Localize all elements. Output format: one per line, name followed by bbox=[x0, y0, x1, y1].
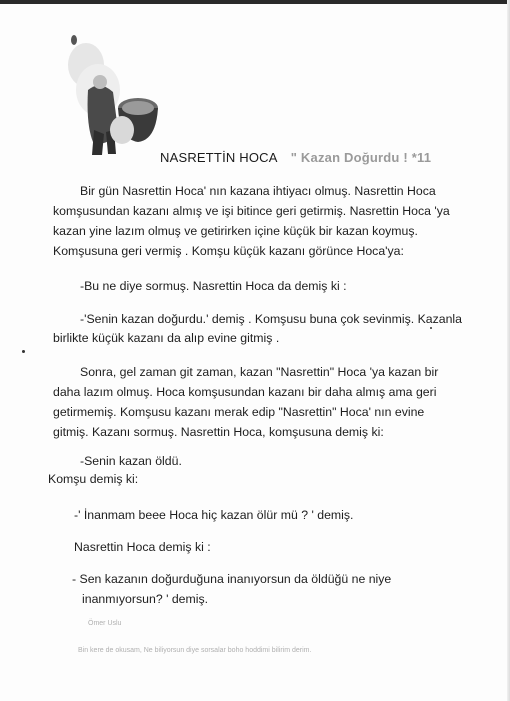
footer-note: Bin kere de okusam, Ne biliyorsun diye sorsalar boho hoddimi bilirim derim. bbox=[78, 647, 312, 654]
paragraph-8-line-2: inanmıyorsun? ' demiş. bbox=[82, 592, 209, 606]
scan-speck bbox=[22, 350, 25, 353]
paragraph-8-line-1: - Sen kazanın doğurduğuna inanıyorsun da öldüğü ne niye bbox=[72, 572, 392, 586]
paragraph-5-line-1: -Senin kazan öldü. bbox=[80, 454, 182, 468]
paragraph-7-line-1: Nasrettin Hoca demiş ki : bbox=[74, 540, 211, 554]
paragraph-5-line-2: Komşu demiş ki: bbox=[48, 472, 139, 486]
paragraph-6-line-1: -' İnanmam beee Hoca hiç kazan ölür mü ? ' demiş. bbox=[74, 508, 354, 522]
nasreddin-hoca-illustration bbox=[58, 30, 168, 165]
story-title bbox=[160, 150, 500, 165]
story-title-main: NASRETTİN HOCA bbox=[160, 150, 277, 165]
paragraph-2-line-1: -Bu ne diye sormuş. Nasrettin Hoca da demiş ki : bbox=[80, 279, 347, 293]
paragraph-4-line-1: Sonra, gel zaman git zaman, kazan "Nasrettin" Hoca 'ya kazan bir bbox=[80, 365, 439, 379]
paragraph-1-line-3: kazan yine lazım olmuş ve getirirken içine küçük bir kazan koymuş. bbox=[53, 224, 418, 238]
paragraph-4-line-4: gitmiş. Kazanı sormuş. Nasrettin Hoca, komşusuna demiş ki: bbox=[53, 425, 384, 439]
paragraph-3-line-1: -'Senin kazan doğurdu.' demiş . Komşusu buna çok sevinmiş. Kazanla bbox=[80, 312, 463, 326]
scan-top-edge bbox=[0, 0, 510, 4]
footer-author: Ömer Uslu bbox=[88, 620, 122, 627]
paragraph-3-line-2: birlikte küçük kazanı da alıp evine gitmiş . bbox=[53, 331, 280, 345]
paragraph-1-line-1: Bir gün Nasrettin Hoca' nın kazana ihtiyacı olmuş. Nasrettin Hoca bbox=[80, 184, 436, 198]
story-title-rest: " Kazan Doğurdu ! *11 bbox=[290, 150, 432, 165]
paragraph-4-line-2: daha lazım olmuş. Hoca komşusundan kazanı bir daha almış ama geri bbox=[53, 385, 437, 399]
paragraph-1-line-2: komşusundan kazanı almış ve işi bitince geri getirmiş. Nasrettin Hoca 'ya bbox=[53, 204, 450, 218]
paragraph-4-line-3: getirmemiş. Komşusu kazanı merak edip "Nasrettin" Hoca' nın evine bbox=[53, 405, 425, 419]
scan-speck bbox=[430, 327, 432, 329]
paragraph-1-line-4: Komşusuna geri vermiş . Komşu küçük kazanı görünce Hoca'ya: bbox=[53, 244, 404, 258]
